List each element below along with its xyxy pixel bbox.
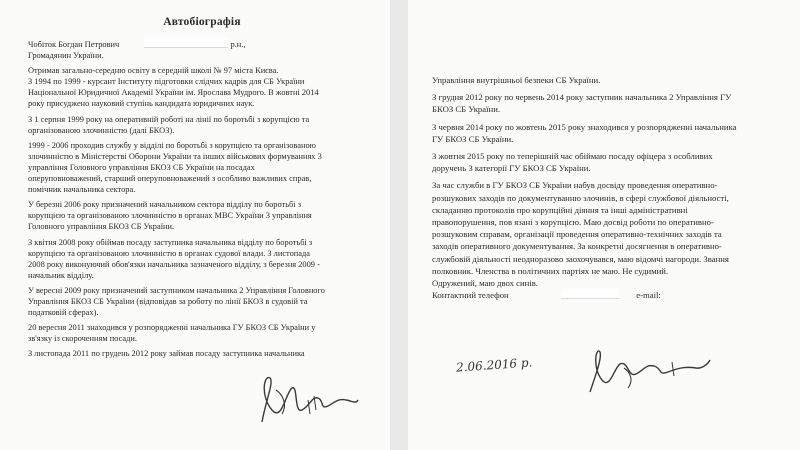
paragraph-1994: З 1994 по 1999 - курсант Інституту підготовки слідчих кадрів для СБ України Національної Юридичної Академії України ім. Ярослава Мудрого. В жовтні 2014 року присуджено науковий ступінь кандидата юридичних наук. — [28, 77, 319, 109]
paragraph-service: За час служби в ГУ БКОЗ СБ України набув досвіду проведення оперативно- розшукових заходів по документуванню злочинів, в сфері службової діяльності, складанню протоколів про корупційні діяння та інші адміністративні правопорушення, пов язані з корупцією. Маю досвід роботи по оперативно- розшуковим справам, організації проведення оперативно-технічних заходів та заходів оперативного документування. За конкретні досягнення в оперативно- службовій діяльності неодноразово заохочувався, маю відомчі нагороди. Звання полковник. Членства в політичних партіях не маю. Не судимий. — [432, 180, 729, 276]
paragraph-2008: З квітня 2008 року обіймав посаду заступника начальника відділу по боротьбі з корупцією та організованою злочинністю в органах судової влади. З листопада 2008 року виконуючий обов'язки начальника зазначеного відділу, з березня 2009 - начальник відділу. — [28, 237, 320, 280]
handwritten-date: 2.06.2016 р. — [455, 355, 533, 375]
paragraph-2009: У вересні 2009 року призначений заступником начальника 2 Управління Головного Управління БКОЗ СБ України (відповідав за роботу по лінії БКОЗ в судовій та податковій сферах). — [28, 285, 325, 318]
right-page — [408, 0, 800, 450]
signature-right — [584, 344, 714, 404]
name-line: Чобіток Богдан Петрович р.н., — [28, 40, 246, 49]
left-page — [0, 0, 390, 450]
paragraph-nov-2011: З листопада 2011 по грудень 2012 року займав посаду заступника начальника — [28, 349, 305, 359]
signature-left — [252, 370, 362, 432]
document-title: Автобіографія — [163, 16, 241, 28]
paragraph-2006: У березні 2006 року призначений начальником сектора відділу по боротьбі з корупцією та організованою злочинністю в органах МВС України 3 управління Головного управління БКОЗ СБ України. — [28, 200, 312, 232]
paragraph-2014: З червня 2014 року по жовтень 2015 року знаходився у розпорядженні начальника ГУ БКОЗ СБ України. — [432, 121, 737, 144]
citizenship-line: Громадянин України. — [28, 51, 104, 61]
paragraph-2012: З грудня 2012 року по червень 2014 року заступник начальника 2 Управління ГУ БКОЗ СБ України. — [432, 92, 732, 115]
redacted-phone — [561, 289, 619, 299]
education-line: Отримав загально-середню освіту в середній школі № 97 міста Києва. — [28, 66, 279, 76]
redacted-birthdate — [144, 38, 228, 48]
family-line: Одружений, маю двох синів. — [432, 278, 538, 289]
paragraph-aug-1999: З 1 серпня 1999 року на оперативній роботі на лінії по боротьбі з корупцією та організованою злочинністю (далі БКОЗ). — [28, 114, 310, 135]
contact-line: Контактний телефон e-mail: — [432, 290, 661, 301]
paragraph-2011: 20 вересня 2011 знаходився у розпорядженні начальника ГУ БКОЗ СБ України у зв'язку із скороченням посади. — [28, 323, 316, 344]
paragraph-1999-2006: 1999 - 2006 проходив службу у відділі по боротьбі з корупцією та організованою злочинністю в Міністерстві Оборони України та інших військових формуваннях 3 управління Головного управління БКОЗ СБ України на посадах оперуповноважений, старший оперуповноважений з особливо важливих справ, помічник начальника сектора. — [28, 140, 322, 195]
paragraph-continuation: Управління внутрішньої безпеки СБ України. — [432, 75, 601, 85]
paragraph-2015: З жовтня 2015 року по теперішній час обіймаю посаду офіцера з особливих доручень 3 категорії ГУ БКОЗ СБ України. — [432, 151, 713, 174]
